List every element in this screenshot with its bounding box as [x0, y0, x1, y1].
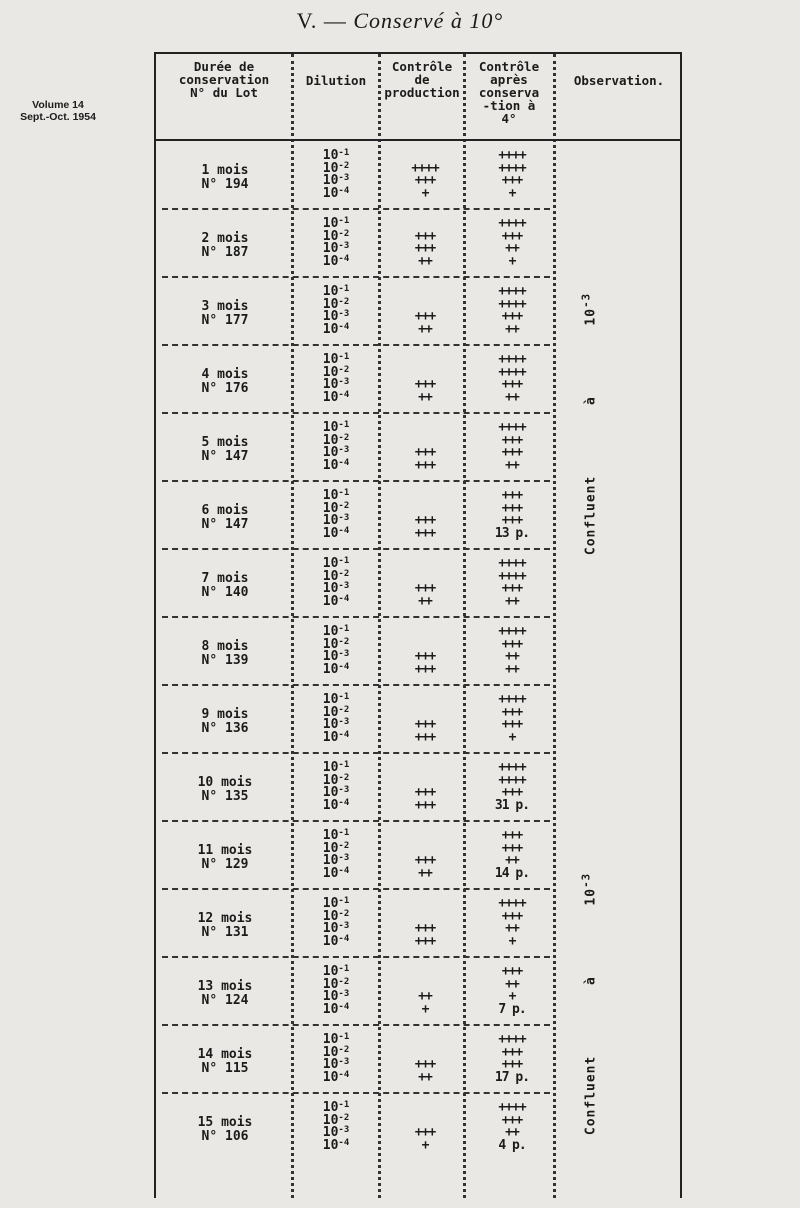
production-cell: [390, 1102, 460, 1152]
after-storage-value: +++: [501, 228, 523, 244]
dilution-cell: [306, 558, 366, 608]
production-value: [390, 966, 460, 979]
dilution-value: $10^{-2}$: [322, 908, 350, 924]
production-value: ++++: [411, 160, 439, 176]
after-storage-value: ++++: [498, 296, 526, 312]
dilution-value: $10^{-2}$: [322, 1112, 350, 1128]
after-storage-cell: [476, 286, 548, 336]
header-rule: [156, 139, 680, 141]
lot-cell: [170, 844, 280, 872]
dilution-cell: [306, 286, 366, 336]
lot-number: N° 131: [201, 925, 249, 940]
observation-exp-sup: -3: [579, 872, 593, 888]
after-storage-value: ++++: [498, 556, 526, 571]
after-storage-value: ++: [505, 593, 519, 609]
production-value: [390, 1034, 460, 1047]
dilution-value: $10^{-4}$: [322, 253, 350, 269]
production-value: [390, 626, 460, 639]
production-cell: [390, 422, 460, 472]
lot-cell: [170, 1048, 280, 1076]
after-storage-value: ++++: [498, 624, 526, 639]
production-value: +++: [414, 513, 436, 528]
production-cell: [390, 762, 460, 812]
after-storage-value: 31 p.: [494, 797, 530, 813]
production-value: +++: [414, 785, 436, 800]
dilution-value: $10^{-1}$: [322, 284, 350, 299]
table-row: [156, 142, 556, 210]
production-value: +++: [414, 581, 436, 596]
header-controle-production: Contrôle de production: [384, 59, 460, 100]
lot-number: N° 177: [201, 313, 249, 328]
after-storage-value: +: [508, 185, 516, 201]
dilution-cell: [306, 898, 366, 948]
dilution-value: $10^{-2}$: [322, 500, 350, 516]
dilution-value: $10^{-2}$: [322, 704, 350, 720]
lot-cell: [170, 640, 280, 668]
dilution-value: $10^{-1}$: [322, 420, 350, 435]
lot-number: N° 124: [201, 993, 249, 1008]
lot-number: N° 129: [201, 857, 249, 872]
duree-label: 15 mois: [197, 1115, 253, 1130]
after-storage-value: +: [508, 253, 516, 269]
side-note-volume: Volume 14: [32, 99, 84, 111]
after-storage-value: ++++: [498, 760, 526, 775]
lot-number: N° 115: [201, 1061, 249, 1076]
dilution-value: $10^{-1}$: [322, 1100, 350, 1115]
after-storage-cell: [476, 422, 548, 472]
production-value: +++: [414, 1125, 436, 1140]
production-value: +++: [414, 729, 436, 745]
dilution-value: $10^{-1}$: [322, 216, 350, 231]
duree-label: 4 mois: [201, 367, 249, 382]
production-value: [390, 286, 460, 299]
lot-cell: [170, 436, 280, 464]
dilution-value: $10^{-2}$: [322, 1044, 350, 1060]
table-row: [156, 346, 556, 414]
production-value: +++: [414, 241, 436, 256]
after-storage-value: +: [508, 729, 516, 745]
side-note: [8, 99, 108, 123]
lot-cell: [170, 572, 280, 600]
production-value: ++: [418, 865, 432, 881]
after-storage-value: ++++: [498, 284, 526, 299]
after-storage-value: ++: [505, 661, 519, 677]
dilution-cell: [306, 150, 366, 200]
after-storage-cell: [476, 490, 548, 540]
dilution-cell: [306, 1034, 366, 1084]
after-storage-cell: [476, 626, 548, 676]
dilution-value: $10^{-3}$: [322, 1057, 350, 1072]
lot-number: N° 136: [201, 721, 249, 736]
dilution-value: $10^{-3}$: [322, 241, 350, 256]
dilution-value: $10^{-1}$: [322, 352, 350, 367]
title-numeral: V. —: [296, 8, 347, 33]
after-storage-value: +++: [501, 581, 523, 596]
after-storage-cell: [476, 1102, 548, 1152]
after-storage-value: +++: [501, 704, 523, 720]
dilution-cell: [306, 830, 366, 880]
production-value: +++: [414, 228, 436, 244]
dilution-value: $10^{-4}$: [322, 797, 350, 813]
after-storage-value: +++: [501, 908, 523, 924]
after-storage-value: ++: [505, 1125, 519, 1140]
lot-cell: [170, 776, 280, 804]
dilution-value: $10^{-4}$: [322, 1069, 350, 1085]
table-row: [156, 210, 556, 278]
table-row: [156, 618, 556, 686]
production-value: [390, 898, 460, 911]
production-cell: [390, 694, 460, 744]
production-value: +++: [414, 853, 436, 868]
page-title: [0, 8, 800, 34]
lot-number: N° 106: [201, 1129, 249, 1144]
dilution-value: $10^{-2}$: [322, 636, 350, 652]
dilution-value: $10^{-3}$: [322, 309, 350, 324]
after-storage-value: 7 p.: [498, 1001, 526, 1017]
duree-label: 2 mois: [201, 231, 249, 246]
after-storage-cell: [476, 354, 548, 404]
production-value: +++: [414, 457, 436, 473]
header-controle-apres: Contrôle après conserva -tion à 4°: [478, 59, 540, 126]
dilution-cell: [306, 626, 366, 676]
observation-group-2: [574, 874, 604, 1134]
production-value: [390, 354, 460, 367]
production-value: +++: [414, 445, 436, 460]
results-table: [154, 52, 682, 1198]
after-storage-value: ++++: [498, 568, 526, 584]
production-value: [390, 694, 460, 707]
observation-exp: 10: [583, 887, 599, 906]
production-value: +++: [414, 921, 436, 936]
after-storage-value: ++++: [498, 216, 526, 231]
production-value: +++: [414, 173, 436, 188]
observation-word: Confluent: [583, 1055, 599, 1136]
after-storage-value: ++++: [498, 772, 526, 788]
production-value: +++: [414, 933, 436, 949]
dilution-value: $10^{-4}$: [322, 457, 350, 473]
duree-label: 8 mois: [201, 639, 249, 654]
lot-number: N° 135: [201, 789, 249, 804]
production-value: [390, 1102, 460, 1115]
dilution-value: $10^{-2}$: [322, 296, 350, 312]
table-row: [156, 1026, 556, 1094]
after-storage-value: +++: [501, 1057, 523, 1072]
after-storage-value: ++: [505, 321, 519, 337]
dilution-cell: [306, 354, 366, 404]
production-value: ++: [418, 253, 432, 269]
observation-a: à: [583, 396, 599, 406]
after-storage-value: +++: [501, 377, 523, 392]
observation-a: à: [583, 976, 599, 986]
lot-cell: [170, 708, 280, 736]
dilution-value: $10^{-3}$: [322, 921, 350, 936]
duree-label: 9 mois: [201, 707, 249, 722]
after-storage-value: +++: [501, 964, 523, 979]
dilution-value: $10^{-2}$: [322, 772, 350, 788]
after-storage-value: +++: [501, 828, 523, 843]
production-value: [390, 490, 460, 503]
duree-label: 1 mois: [201, 163, 249, 178]
lot-cell: [170, 164, 280, 192]
observation-group-1: [574, 294, 604, 554]
dilution-value: $10^{-1}$: [322, 488, 350, 503]
production-value: [390, 762, 460, 775]
production-cell: [390, 830, 460, 880]
dilution-value: $10^{-3}$: [322, 717, 350, 732]
after-storage-value: ++++: [498, 692, 526, 707]
after-storage-value: 17 p.: [494, 1069, 530, 1085]
lot-number: N° 147: [201, 517, 249, 532]
dilution-value: $10^{-2}$: [322, 228, 350, 244]
observation-word: Confluent: [583, 475, 599, 556]
after-storage-value: ++: [505, 457, 519, 473]
after-storage-value: +++: [501, 513, 523, 528]
dilution-value: $10^{-1}$: [322, 148, 350, 163]
dilution-value: $10^{-1}$: [322, 556, 350, 571]
after-storage-value: +++: [501, 636, 523, 652]
duree-label: 12 mois: [197, 911, 253, 926]
after-storage-value: +++: [501, 1044, 523, 1060]
production-value: +: [421, 1001, 429, 1017]
observation-text: [579, 293, 598, 555]
after-storage-value: +++: [501, 500, 523, 516]
after-storage-value: ++++: [498, 352, 526, 367]
after-storage-value: ++: [505, 241, 519, 256]
lot-cell: [170, 504, 280, 532]
production-cell: [390, 490, 460, 540]
lot-cell: [170, 368, 280, 396]
production-value: +++: [414, 717, 436, 732]
table-row: [156, 958, 556, 1026]
after-storage-value: ++: [505, 976, 519, 992]
after-storage-value: ++++: [498, 160, 526, 176]
table-row: [156, 1094, 556, 1162]
title-subtitle: Conservé à 10°: [353, 8, 504, 33]
lot-number: N° 187: [201, 245, 249, 260]
dilution-value: $10^{-4}$: [322, 389, 350, 405]
after-storage-cell: [476, 218, 548, 268]
after-storage-value: 4 p.: [498, 1137, 526, 1153]
duree-label: 7 mois: [201, 571, 249, 586]
after-storage-value: ++++: [498, 420, 526, 435]
dilution-value: $10^{-4}$: [322, 1001, 350, 1017]
production-value: +++: [414, 797, 436, 813]
dilution-value: $10^{-4}$: [322, 1137, 350, 1153]
after-storage-value: ++: [505, 389, 519, 405]
production-cell: [390, 286, 460, 336]
dilution-value: $10^{-1}$: [322, 624, 350, 639]
table-row: [156, 278, 556, 346]
after-storage-cell: [476, 694, 548, 744]
production-cell: [390, 218, 460, 268]
table-row: [156, 550, 556, 618]
lot-number: N° 194: [201, 177, 249, 192]
after-storage-value: ++: [505, 649, 519, 664]
dilution-value: $10^{-4}$: [322, 661, 350, 677]
dilution-value: $10^{-4}$: [322, 933, 350, 949]
production-cell: [390, 626, 460, 676]
dilution-value: $10^{-3}$: [322, 173, 350, 188]
dilution-cell: [306, 422, 366, 472]
dilution-cell: [306, 490, 366, 540]
after-storage-value: ++++: [498, 896, 526, 911]
after-storage-value: +++: [501, 432, 523, 448]
after-storage-cell: [476, 762, 548, 812]
dilution-value: $10^{-4}$: [322, 321, 350, 337]
table-row: [156, 686, 556, 754]
dilution-value: $10^{-4}$: [322, 865, 350, 881]
after-storage-value: +: [508, 989, 516, 1004]
lot-number: N° 139: [201, 653, 249, 668]
after-storage-value: +: [508, 933, 516, 949]
dilution-value: $10^{-2}$: [322, 160, 350, 176]
dilution-value: $10^{-2}$: [322, 976, 350, 992]
production-value: ++: [418, 593, 432, 609]
after-storage-value: +++: [501, 717, 523, 732]
duree-label: 10 mois: [197, 775, 253, 790]
production-cell: [390, 898, 460, 948]
lot-number: N° 176: [201, 381, 249, 396]
after-storage-value: ++++: [498, 1100, 526, 1115]
production-value: ++: [418, 989, 432, 1004]
dilution-cell: [306, 1102, 366, 1152]
lot-cell: [170, 912, 280, 940]
observation-exp-sup: -3: [579, 292, 593, 308]
after-storage-value: +++: [501, 840, 523, 856]
dilution-value: $10^{-1}$: [322, 692, 350, 707]
table-row: [156, 754, 556, 822]
production-value: +++: [414, 309, 436, 324]
dilution-value: $10^{-4}$: [322, 525, 350, 541]
production-value: [390, 558, 460, 571]
header-dilution: Dilution: [305, 73, 367, 88]
after-storage-value: +++: [501, 1112, 523, 1128]
after-storage-cell: [476, 150, 548, 200]
production-value: [390, 422, 460, 435]
lot-cell: [170, 300, 280, 328]
after-storage-value: +++: [501, 445, 523, 460]
after-storage-cell: [476, 558, 548, 608]
dilution-value: $10^{-2}$: [322, 840, 350, 856]
production-cell: [390, 150, 460, 200]
dilution-value: $10^{-1}$: [322, 1032, 350, 1047]
header-observation: Observation.: [573, 73, 665, 88]
after-storage-value: 14 p.: [494, 865, 530, 881]
table-row: [156, 414, 556, 482]
after-storage-cell: [476, 830, 548, 880]
observation-exp: 10: [583, 307, 599, 326]
after-storage-cell: [476, 898, 548, 948]
after-storage-value: +++: [501, 309, 523, 324]
side-note-date: Sept.-Oct. 1954: [20, 111, 96, 123]
after-storage-value: +++: [501, 488, 523, 503]
dilution-value: $10^{-3}$: [322, 377, 350, 392]
production-value: ++: [418, 321, 432, 337]
observation-text: [579, 873, 598, 1135]
lot-cell: [170, 1116, 280, 1144]
duree-label: 3 mois: [201, 299, 249, 314]
production-value: ++: [418, 389, 432, 405]
dilution-value: $10^{-2}$: [322, 568, 350, 584]
lot-cell: [170, 232, 280, 260]
after-storage-cell: [476, 1034, 548, 1084]
duree-label: 5 mois: [201, 435, 249, 450]
table-row: [156, 822, 556, 890]
dilution-value: $10^{-3}$: [322, 1125, 350, 1140]
dilution-cell: [306, 762, 366, 812]
dilution-value: $10^{-1}$: [322, 828, 350, 843]
dilution-value: $10^{-4}$: [322, 729, 350, 745]
table-row: [156, 482, 556, 550]
after-storage-value: +++: [501, 785, 523, 800]
lot-cell: [170, 980, 280, 1008]
dilution-value: $10^{-1}$: [322, 896, 350, 911]
after-storage-value: ++: [505, 921, 519, 936]
duree-label: 14 mois: [197, 1047, 253, 1062]
after-storage-value: 13 p.: [494, 525, 530, 541]
after-storage-value: ++++: [498, 364, 526, 380]
dilution-value: $10^{-1}$: [322, 760, 350, 775]
table-row: [156, 890, 556, 958]
dilution-value: $10^{-2}$: [322, 432, 350, 448]
dilution-value: $10^{-4}$: [322, 185, 350, 201]
duree-label: 11 mois: [197, 843, 253, 858]
production-value: [390, 830, 460, 843]
dilution-cell: [306, 966, 366, 1016]
production-value: +: [421, 1137, 429, 1153]
production-value: +++: [414, 377, 436, 392]
header-duree: Durée de conservation N° du Lot: [178, 59, 270, 100]
dilution-value: $10^{-3}$: [322, 649, 350, 664]
dilution-value: $10^{-3}$: [322, 513, 350, 528]
dilution-cell: [306, 218, 366, 268]
after-storage-value: ++++: [498, 1032, 526, 1047]
dilution-value: $10^{-3}$: [322, 445, 350, 460]
after-storage-value: +++: [501, 173, 523, 188]
dilution-value: $10^{-3}$: [322, 581, 350, 596]
production-value: ++: [418, 1069, 432, 1085]
duree-label: 13 mois: [197, 979, 253, 994]
dilution-value: $10^{-3}$: [322, 853, 350, 868]
dilution-value: $10^{-3}$: [322, 989, 350, 1004]
production-cell: [390, 354, 460, 404]
production-value: +++: [414, 525, 436, 541]
lot-number: N° 140: [201, 585, 249, 600]
production-cell: [390, 558, 460, 608]
production-value: +++: [414, 1057, 436, 1072]
after-storage-value: ++++: [498, 148, 526, 163]
production-value: +++: [414, 661, 436, 677]
dilution-value: $10^{-4}$: [322, 593, 350, 609]
dilution-value: $10^{-2}$: [322, 364, 350, 380]
production-value: +: [421, 185, 429, 201]
dilution-value: $10^{-3}$: [322, 785, 350, 800]
duree-label: 6 mois: [201, 503, 249, 518]
after-storage-cell: [476, 966, 548, 1016]
after-storage-value: ++: [505, 853, 519, 868]
lot-number: N° 147: [201, 449, 249, 464]
production-cell: [390, 1034, 460, 1084]
production-value: +++: [414, 649, 436, 664]
production-cell: [390, 966, 460, 1016]
dilution-cell: [306, 694, 366, 744]
dilution-value: $10^{-1}$: [322, 964, 350, 979]
